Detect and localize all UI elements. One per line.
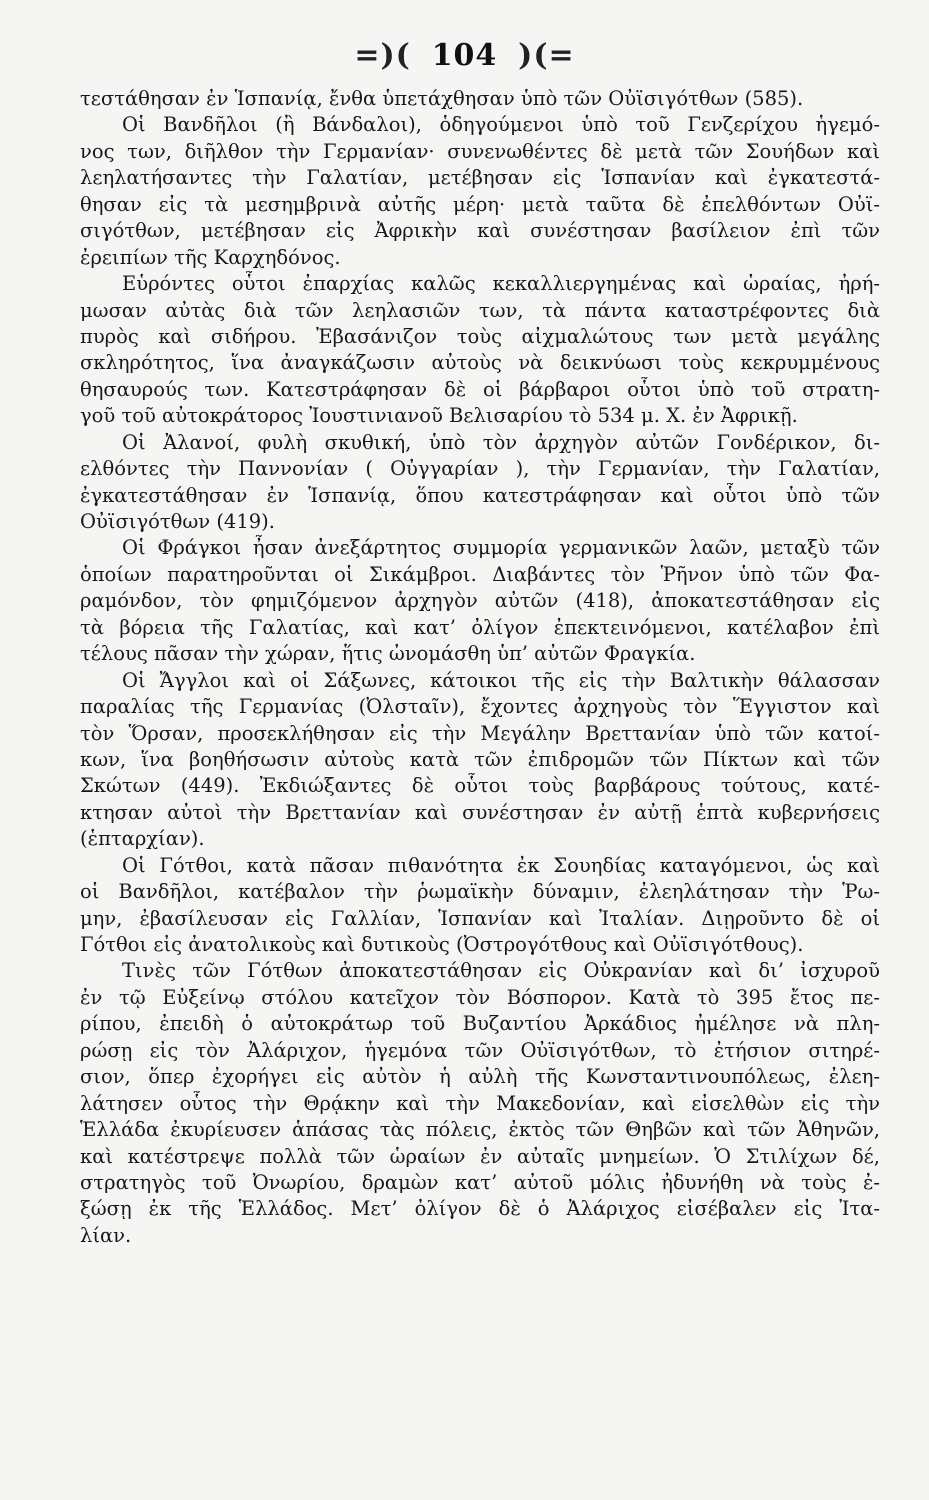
- text-line: Οἱ Φράγκοι ἦσαν ἀνεξάρτητος συμμορία γερμανικῶν λαῶν, μεταξὺ τῶν: [122, 536, 880, 560]
- text-line: σιγότθων, μετέβησαν εἰς Ἀφρικὴν καὶ συνέστησαν βασίλειον ἐπὶ τῶν: [80, 219, 880, 243]
- text-line: τὸν Ὅρσαν, προσεκλήθησαν εἰς τὴν Μεγάλην Βρεττανίαν ὑπὸ τῶν κατοί-: [80, 721, 880, 745]
- text-line: ελθόντες τὴν Παννονίαν ( Οὐγγαρίαν ), τὴν Γερμανίαν, τὴν Γαλατίαν,: [80, 457, 880, 481]
- text-line: ρίπου, ἐπειδὴ ὁ αὐτοκράτωρ τοῦ Βυζαντίου Ἀρκάδιος ἠμέλησε νὰ πλη-: [80, 1012, 880, 1036]
- text-line: Οἱ Ἀλανοί, φυλὴ σκυθική, ὑπὸ τὸν ἀρχηγὸν αὐτῶν Γονδέρικον, δι-: [122, 430, 880, 454]
- text-line: Γότθοι εἰς ἀνατολικοὺς καὶ δυτικοὺς (Ὀστρογότθους καὶ Οὐϊσιγότθους).: [80, 933, 804, 956]
- text-line: νος των, διῆλθον τὴν Γερμανίαν· συνενωθέντες δὲ μετὰ τῶν Σουήδων καὶ: [80, 139, 880, 163]
- text-line: ἐν τῷ Εὐξείνῳ στόλου κατεῖχον τὸν Βόσπορον. Κατὰ τὸ 395 ἔτος πε-: [80, 985, 880, 1009]
- text-line: οἱ Βανδῆλοι, κατέβαλον τὴν ῥωμαϊκὴν δύναμιν, ἐλεηλάτησαν τὴν Ῥω-: [80, 880, 880, 904]
- text-line: Τινὲς τῶν Γότθων ἀποκατεστάθησαν εἰς Οὐκρανίαν καὶ δι’ ἰσχυροῦ: [122, 959, 880, 983]
- text-line: λίαν.: [80, 1223, 132, 1247]
- text-line: μην, ἐβασίλευσαν εἰς Γαλλίαν, Ἱσπανίαν καὶ Ἰταλίαν. Διῃροῦντο δὲ οἱ: [80, 906, 880, 930]
- text-line: πυρὸς καὶ σιδήρου. Ἐβασάνιζον τοὺς αἰχμαλώτους των μετὰ μεγάλης: [80, 324, 880, 348]
- text-line: κων, ἵνα βοηθήσωσιν αὐτοὺς κατὰ τῶν ἐπιδρομῶν τῶν Πίκτων καὶ τῶν: [80, 747, 880, 771]
- text-line: γοῦ τοῦ αὐτοκράτορος Ἰουστινιανοῦ Βελισαρίου τὸ 534 μ. Χ. ἐν Ἀφρικῇ.: [80, 404, 798, 428]
- text-line: λάτησεν οὗτος τὴν Θρᾴκην καὶ τὴν Μακεδονίαν, καὶ εἰσελθὼν εἰς τὴν: [80, 1091, 880, 1115]
- text-line: Ἑλλάδα ἐκυρίευσεν ἁπάσας τὰς πόλεις, ἐκτὸς τῶν Θηβῶν καὶ τῶν Ἀθηνῶν,: [80, 1118, 880, 1142]
- text-line: Εὑρόντες οὗτοι ἐπαρχίας καλῶς κεκαλλιεργημένας καὶ ὡραίας, ἠρή-: [122, 272, 880, 296]
- text-line: τέλους πᾶσαν τὴν χώραν, ἥτις ὠνομάσθη ὑπ’ αὐτῶν Φραγκία.: [80, 642, 696, 666]
- text-line: θησαυρούς των. Κατεστράφησαν δὲ οἱ βάρβαροι οὗτοι ὑπὸ τοῦ στρατη-: [80, 377, 880, 401]
- text-line: καὶ κατέστρεψε πολλὰ τῶν ὡραίων ἐν αὐταῖς μνημείων. Ὁ Στιλίχων δέ,: [80, 1144, 880, 1168]
- text-line: ρώσῃ εἰς τὸν Ἀλάριχον, ἡγεμόνα τῶν Οὐϊσιγότθων, τὸ ἐτήσιον σιτηρέ-: [80, 1038, 880, 1062]
- text-line: κτησαν αὐτοὶ τὴν Βρεττανίαν καὶ συνέστησαν ἐν αὐτῇ ἑπτὰ κυβερνήσεις: [80, 800, 880, 824]
- text-line: (ἑπταρχίαν).: [80, 827, 205, 851]
- text-line: μωσαν αὐτὰς διὰ τῶν λεηλασιῶν των, τὰ πάντα καταστρέφοντες διὰ: [80, 298, 880, 322]
- text-line: Οὐϊσιγότθων (419).: [80, 510, 275, 533]
- text-line: Οἱ Ἄγγλοι καὶ οἱ Σάξωνες, κάτοικοι τῆς εἰς τὴν Βαλτικὴν θάλασσαν: [122, 668, 880, 692]
- text-line: σκληρότητος, ἵνα ἀναγκάζωσιν αὐτοὺς νὰ δεικνύωσι τοὺς κεκρυμμένους: [80, 351, 880, 375]
- text-line: λεηλατήσαντες τὴν Γαλατίαν, μετέβησαν εἰς Ἱσπανίαν καὶ ἐγκατεστά-: [80, 166, 880, 190]
- text-line: σιον, ὅπερ ἐχορήγει εἰς αὐτὸν ἡ αὐλὴ τῆς Κωνσταντινουπόλεως, ἐλεη-: [80, 1065, 880, 1089]
- page-number: 104: [431, 38, 498, 73]
- text-line: στρατηγὸς τοῦ Ὀνωρίου, δραμὼν κατ’ αὐτοῦ μόλις ἠδυνήθη νὰ τοὺς ἐ-: [80, 1170, 880, 1194]
- left-ornament: =)(: [354, 38, 411, 73]
- text-line: ὁποίων παρατηροῦνται οἱ Σικάμβροι. Διαβάντες τὸν Ῥῆνον ὑπὸ τῶν Φα-: [80, 562, 880, 586]
- text-line: ραμόνδον, τὸν φημιζόμενον ἀρχηγὸν αὐτῶν (418), ἀποκατεστάθησαν εἰς: [80, 589, 880, 613]
- text-line: Οἱ Βανδῆλοι (ἢ Βάνδαλοι), ὁδηγούμενοι ὑπὸ τοῦ Γενζερίχου ἡγεμό-: [122, 113, 880, 137]
- text-line: τὰ βόρεια τῆς Γαλατίας, καὶ κατ’ ὀλίγον ἐπεκτεινόμενοι, κατέλαβον ἐπὶ: [80, 615, 880, 639]
- text-line: ἐρειπίων τῆς Καρχηδόνος.: [80, 245, 341, 269]
- text-line: παραλίας τῆς Γερμανίας (Ὀλσταῖν), ἔχοντες ἀρχηγοὺς τὸν Ἕγγιστον καὶ: [80, 695, 880, 719]
- body-text: [80, 86, 880, 1249]
- text-line: θησαν εἰς τὰ μεσημβρινὰ αὐτῆς μέρη· μετὰ ταῦτα δὲ ἐπελθόντων Οὐϊ-: [80, 192, 880, 216]
- text-line: Οἱ Γότθοι, κατὰ πᾶσαν πιθανότητα ἐκ Σουηδίας καταγόμενοι, ὡς καὶ: [122, 853, 880, 877]
- text-line: ξώσῃ ἐκ τῆς Ἑλλάδος. Μετ’ ὀλίγον δὲ ὁ Ἀλάριχος εἰσέβαλεν εἰς Ἰτα-: [80, 1197, 880, 1221]
- right-ornament: )(=: [518, 38, 575, 73]
- text-line: τεστάθησαν ἐν Ἱσπανίᾳ, ἔνθα ὑπετάχθησαν ὑπὸ τῶν Οὐϊσιγότθων (585).: [80, 87, 804, 110]
- text-line: Σκώτων (449). Ἐκδιώξαντες δὲ οὗτοι τοὺς βαρβάρους τούτους, κατέ-: [80, 774, 880, 798]
- text-line: ἐγκατεστάθησαν ἐν Ἱσπανίᾳ, ὅπου κατεστράφησαν καὶ οὗτοι ὑπὸ τῶν: [80, 483, 880, 507]
- page-header: [0, 34, 929, 74]
